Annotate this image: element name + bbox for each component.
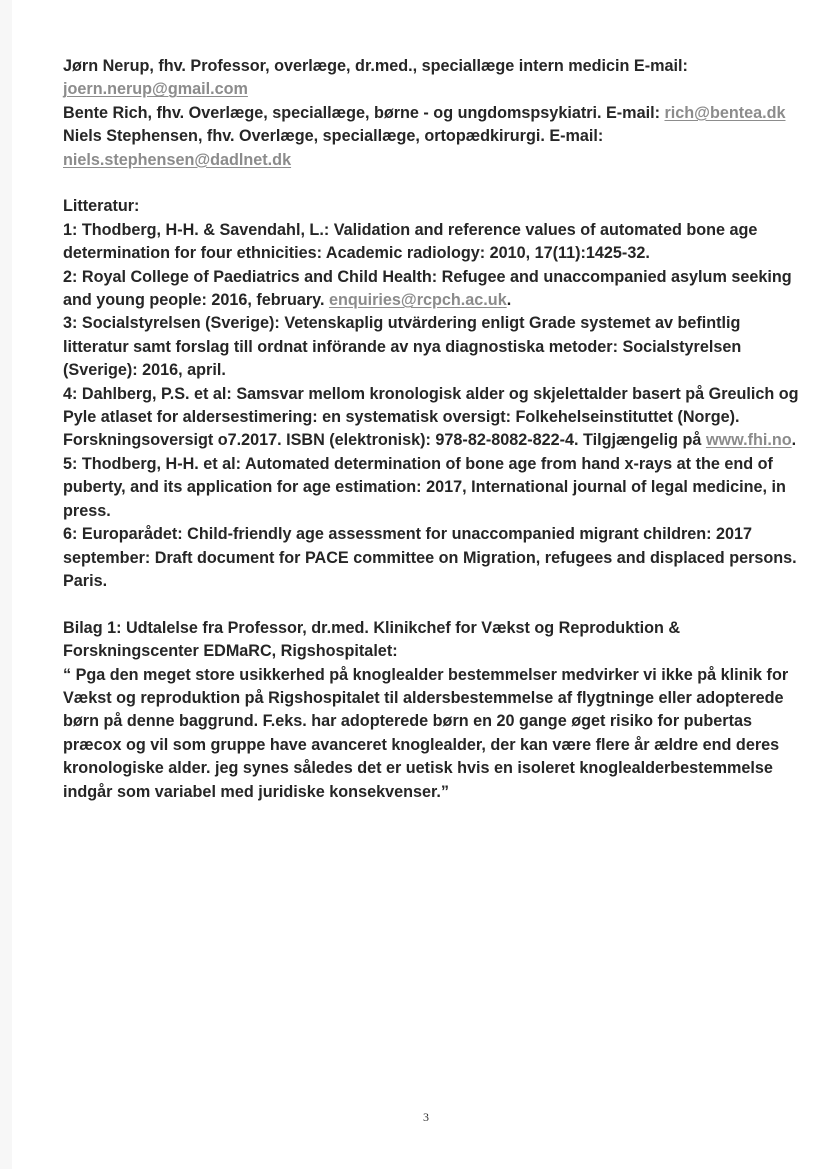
reference-item	[63, 383, 803, 453]
reference-punctuation: .	[791, 431, 797, 450]
page-content	[63, 55, 803, 804]
author-email-link[interactable]: joern.nerup@gmail.com	[63, 80, 248, 99]
spacer	[63, 172, 803, 195]
author-description: Bente Rich, fhv. Overlæge, speciallæge, børne - og ungdomspsykiatri. E-mail:	[63, 103, 665, 122]
author-email-link[interactable]: niels.stephensen@dadlnet.dk	[63, 150, 292, 169]
literature-heading: Litteratur:	[63, 197, 140, 216]
author-email-link[interactable]: rich@bentea.dk	[664, 103, 786, 122]
reference-email-link[interactable]: enquiries@rcpch.ac.uk	[328, 291, 507, 310]
reference-text: 5: Thodberg, H-H. et al: Automated determination of bone age from hand x-rays at the end of puberty, and its application for age estimation: 2017, International journal of legal medicine, in press.	[63, 454, 786, 520]
reference-item	[63, 266, 803, 313]
reference-text: 3: Socialstyrelsen (Sverige): Vetenskaplig utvärdering enligt Grade systemet av befintlig litteratur samt forslag till ordnat införande av nya diagnostiska metoder: Socialstyrelsen (Sverige): 2016, april.	[63, 314, 742, 380]
author-description: Niels Stephensen, fhv. Overlæge, speciallæge, ortopædkirurgi. E-mail:	[63, 127, 604, 146]
reference-item	[63, 523, 803, 593]
author-entry	[63, 125, 803, 172]
reference-item	[63, 219, 803, 266]
reference-web-link[interactable]: www.fhi.no	[705, 431, 792, 450]
author-entry	[63, 55, 803, 102]
reference-item	[63, 312, 803, 382]
reference-item	[63, 453, 803, 523]
author-description: Jørn Nerup, fhv. Professor, overlæge, dr.med., speciallæge intern medicin E-mail:	[63, 57, 688, 75]
appendix-quote: “ Pga den meget store usikkerhed på knoglealder bestemmelser medvirker vi ikke på klinik for Vækst og reproduktion på Rigshospitalet til aldersbestemmelse af flygtninge eller adopterede børn på denne baggrund. F.eks. har adopterede børn en 20 gange øget risiko for pubertas præcox og vil som gruppe have avanceret knoglealder, der kan være flere år ældre end deres kronologiske alder. jeg synes således det er uetisk hvis en isoleret knoglealderbestemmelse indgår som variabel med juridiske konsekvenser.”	[63, 665, 789, 801]
appendix-heading: Bilag 1: Udtalelse fra Professor, dr.med. Klinikchef for Vækst og Reproduktion & Forskningscenter EDMaRC, Rigshospitalet:	[63, 618, 681, 661]
author-entry	[63, 102, 803, 125]
page-number: 3	[423, 1110, 429, 1124]
spacer	[63, 593, 803, 616]
reference-text: 4: Dahlberg, P.S. et al: Samsvar mellom kronologisk alder og skjelettalder basert på Greulich og Pyle atlaset for aldersestimering: en systematisk oversigt: Folkehelseinstituttet (Norge). Forskningsoversigt o7.2017. ISBN (elektronisk): 978-82-8082-822-4. Tilgjængelig på	[63, 384, 799, 450]
reference-text: 6: Europarådet: Child-friendly age assessment for unaccompanied migrant children: 2017 september: Draft document for PACE committee on Migration, refugees and displaced persons. Paris.	[63, 525, 797, 590]
reference-text: 2: Royal College of Paediatrics and Child Health: Refugee and unaccompanied asylum seeking and young people: 2016, february.	[63, 267, 792, 310]
reference-text: 1: Thodberg, H-H. & Savendahl, L.: Validation and reference values of automated bone age determination for four ethnicities: Academic radiology: 2010, 17(11):1425-32.	[63, 220, 758, 263]
reference-punctuation: .	[506, 291, 512, 310]
